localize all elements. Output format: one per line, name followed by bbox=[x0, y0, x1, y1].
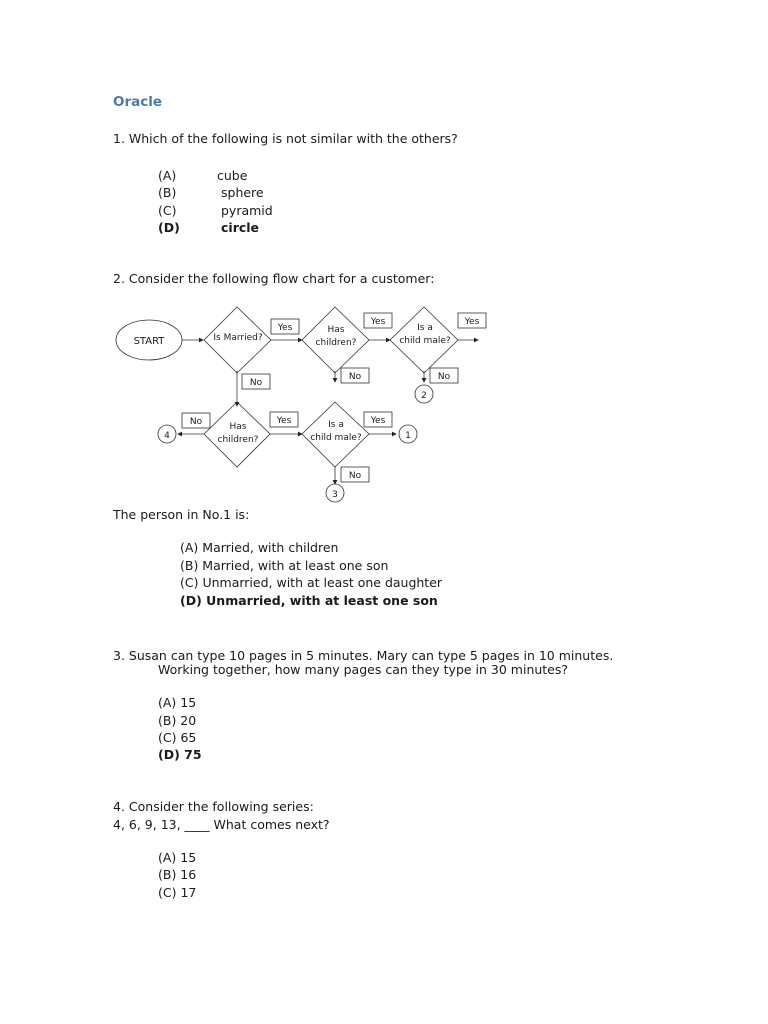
yes-label-1: Yes bbox=[277, 323, 293, 333]
q1-option-a-text: cube bbox=[217, 168, 248, 183]
no-label-2: No bbox=[348, 372, 362, 382]
q1-option-c-letter: (C) bbox=[158, 203, 177, 218]
yes-label-2: Yes bbox=[370, 317, 386, 327]
q4-option-b: (B) 16 bbox=[158, 867, 197, 882]
child-male-1-line1: Is a bbox=[417, 323, 433, 333]
q1-option-d-letter: (D) bbox=[158, 220, 180, 235]
flowchart bbox=[108, 300, 508, 510]
q1-option-c-text: pyramid bbox=[221, 203, 273, 218]
has-children-2-line1: Has bbox=[229, 422, 247, 432]
q3-option-d: (D) 75 bbox=[158, 747, 202, 762]
no-label-5: No bbox=[348, 471, 362, 481]
q3-option-c: (C) 65 bbox=[158, 730, 197, 745]
q4-option-a: (A) 15 bbox=[158, 850, 197, 865]
q3-option-b: (B) 20 bbox=[158, 713, 197, 728]
q2-option-a: (A) Married, with children bbox=[180, 540, 339, 555]
q1-option-a-letter: (A) bbox=[158, 168, 177, 183]
child-male-1-line2: child male? bbox=[399, 336, 451, 346]
outcome-3-label: 3 bbox=[332, 490, 338, 500]
q2-option-b: (B) Married, with at least one son bbox=[180, 558, 389, 573]
child-male-2-line2: child male? bbox=[310, 433, 362, 443]
q1-option-d-text: circle bbox=[221, 220, 260, 235]
page-title: Oracle bbox=[113, 94, 163, 110]
q1-option-b-letter: (B) bbox=[158, 185, 177, 200]
yes-label-5: Yes bbox=[370, 416, 386, 426]
no-label-4: No bbox=[189, 417, 203, 427]
q2-option-d: (D) Unmarried, with at least one son bbox=[180, 593, 438, 608]
child-male-2-line1: Is a bbox=[328, 420, 344, 430]
q4-line2: 4, 6, 9, 13, ____ What comes next? bbox=[113, 817, 330, 832]
q2-option-c: (C) Unmarried, with at least one daughter bbox=[180, 575, 443, 590]
q3-option-a: (A) 15 bbox=[158, 695, 197, 710]
has-children-1-line1: Has bbox=[327, 325, 345, 335]
q3-line2: Working together, how many pages can they type in 30 minutes? bbox=[158, 662, 569, 677]
outcome-2-label: 2 bbox=[421, 391, 427, 401]
outcome-4-label: 4 bbox=[164, 431, 170, 441]
start-label: START bbox=[133, 336, 165, 347]
married-label: Is Married? bbox=[213, 333, 263, 343]
has-children-2-line2: children? bbox=[217, 435, 259, 445]
q1-text: 1. Which of the following is not similar with the others? bbox=[113, 131, 458, 146]
q3-line1: 3. Susan can type 10 pages in 5 minutes. Mary can type 5 pages in 10 minutes. bbox=[113, 648, 614, 663]
q4-option-c: (C) 17 bbox=[158, 885, 197, 900]
q2-subquestion: The person in No.1 is: bbox=[113, 507, 250, 522]
has-children-1-line2: children? bbox=[315, 338, 357, 348]
q4-line1: 4. Consider the following series: bbox=[113, 799, 314, 814]
no-label-3: No bbox=[437, 372, 451, 382]
yes-label-3: Yes bbox=[464, 317, 480, 327]
q1-option-b-text: sphere bbox=[221, 185, 264, 200]
outcome-1-label: 1 bbox=[405, 431, 411, 441]
q2-text: 2. Consider the following flow chart for a customer: bbox=[113, 271, 435, 286]
yes-label-4: Yes bbox=[276, 416, 292, 426]
no-label-1: No bbox=[249, 378, 263, 388]
